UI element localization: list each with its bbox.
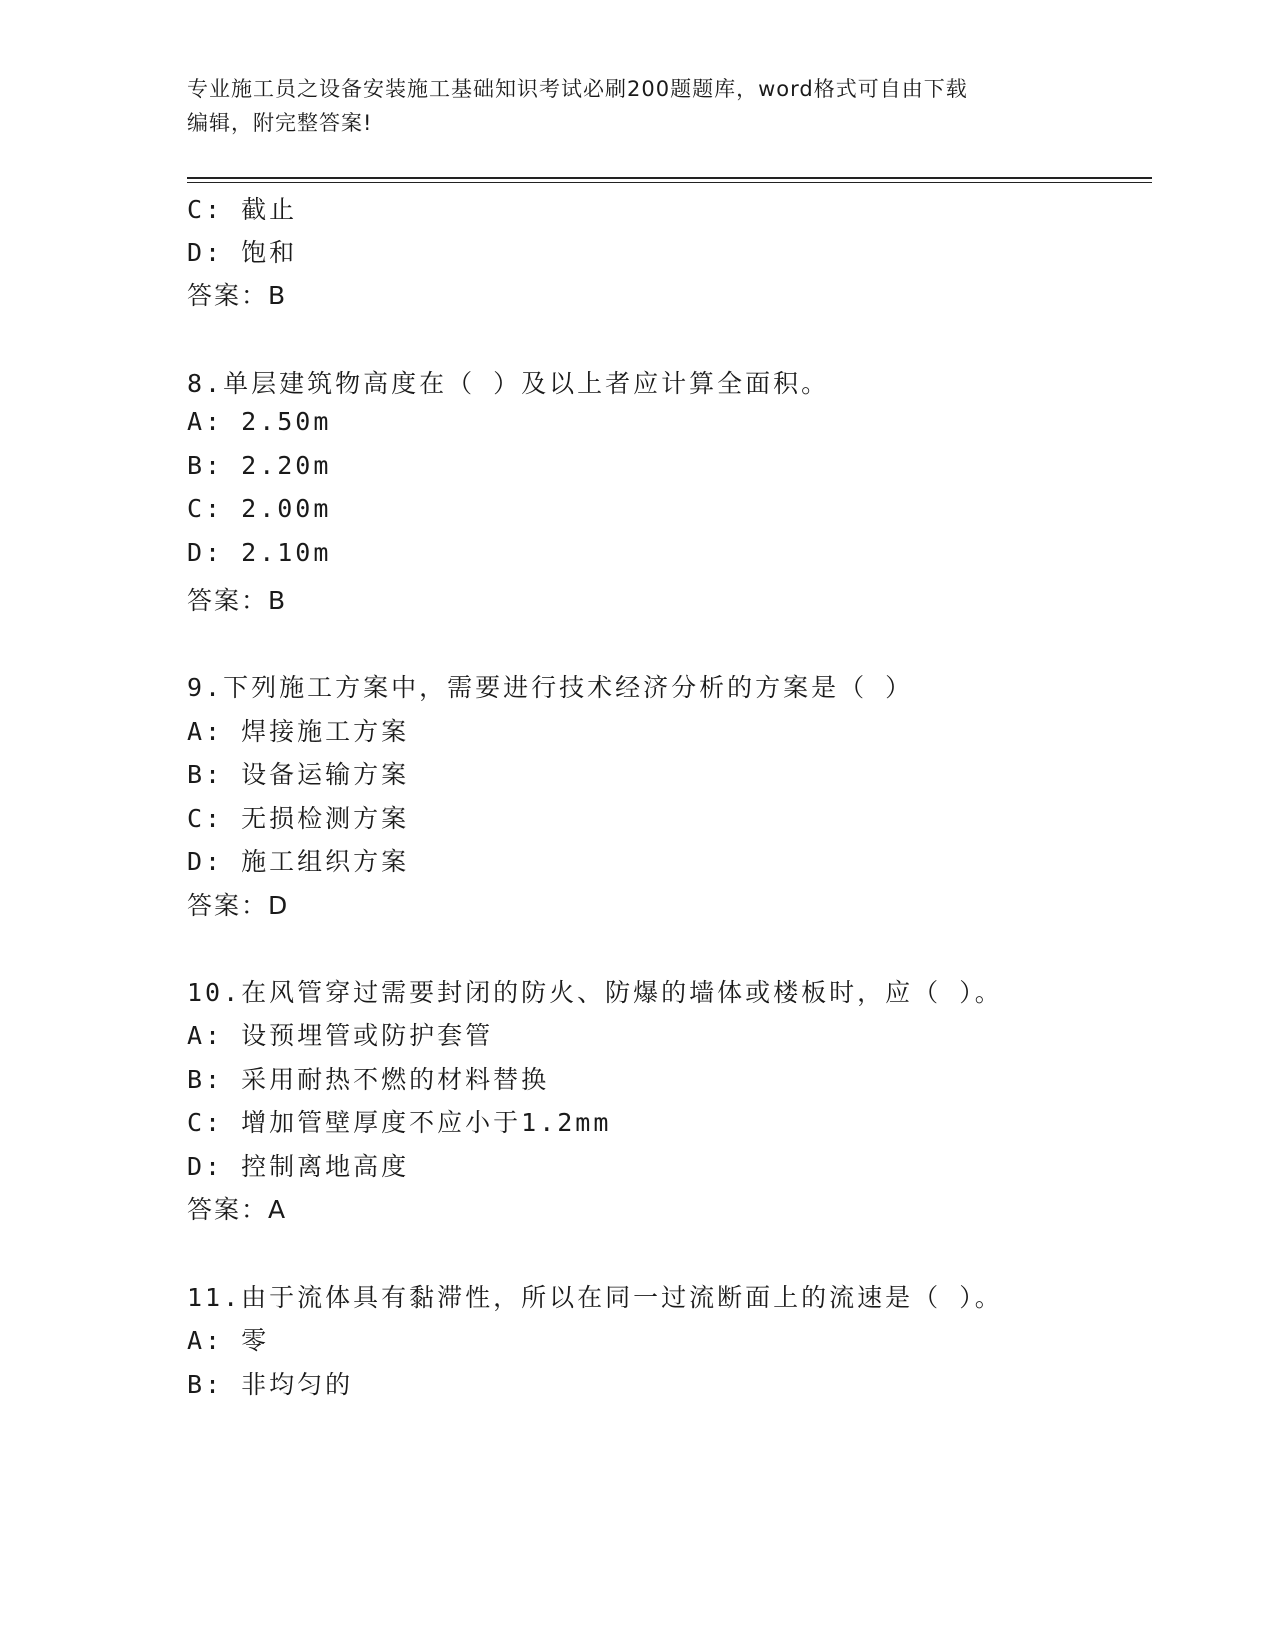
header-divider-thin (187, 182, 1152, 183)
option-d: D: 控制离地高度 (187, 1152, 410, 1181)
option-b: B: 非均匀的 (187, 1370, 354, 1399)
option-b: B: 设备运输方案 (187, 760, 410, 789)
question-text: 8.单层建筑物高度在（ ）及以上者应计算全面积。 (187, 369, 830, 398)
option-b: B: 2.20m (187, 451, 332, 480)
option-a: A: 2.50m (187, 407, 332, 436)
question-text: 11.由于流体具有黏滞性，所以在同一过流断面上的流速是（ ）。 (187, 1283, 1003, 1312)
question-text: 10.在风管穿过需要封闭的防火、防爆的墙体或楼板时，应（ ）。 (187, 978, 1003, 1007)
header-title-line-2: 编辑，附完整答案! (187, 111, 373, 135)
option-d: D: 施工组织方案 (187, 847, 410, 876)
option-a: A: 零 (187, 1326, 270, 1355)
option-a: A: 焊接施工方案 (187, 717, 410, 746)
option-d: D: 2.10m (187, 538, 332, 567)
document-header (187, 72, 1067, 140)
answer-line: 答案：A (187, 1195, 288, 1224)
question-text: 9.下列施工方案中，需要进行技术经济分析的方案是（ ） (187, 673, 914, 702)
option-c: C: 无损检测方案 (187, 804, 410, 833)
answer-line: 答案：B (187, 281, 288, 310)
header-title-line-1: 专业施工员之设备安装施工基础知识考试必刷200题题库，word格式可自由下载 (187, 77, 968, 101)
option-c: C: 增加管壁厚度不应小于1.2mm (187, 1108, 612, 1137)
answer-line: 答案：D (187, 891, 290, 920)
option-c: C: 截止 (187, 195, 298, 224)
option-a: A: 设预埋管或防护套管 (187, 1021, 494, 1050)
option-b: B: 采用耐热不燃的材料替换 (187, 1065, 550, 1094)
header-divider (187, 177, 1152, 179)
option-d: D: 饱和 (187, 238, 298, 267)
option-c: C: 2.00m (187, 494, 332, 523)
answer-line: 答案：B (187, 586, 288, 615)
